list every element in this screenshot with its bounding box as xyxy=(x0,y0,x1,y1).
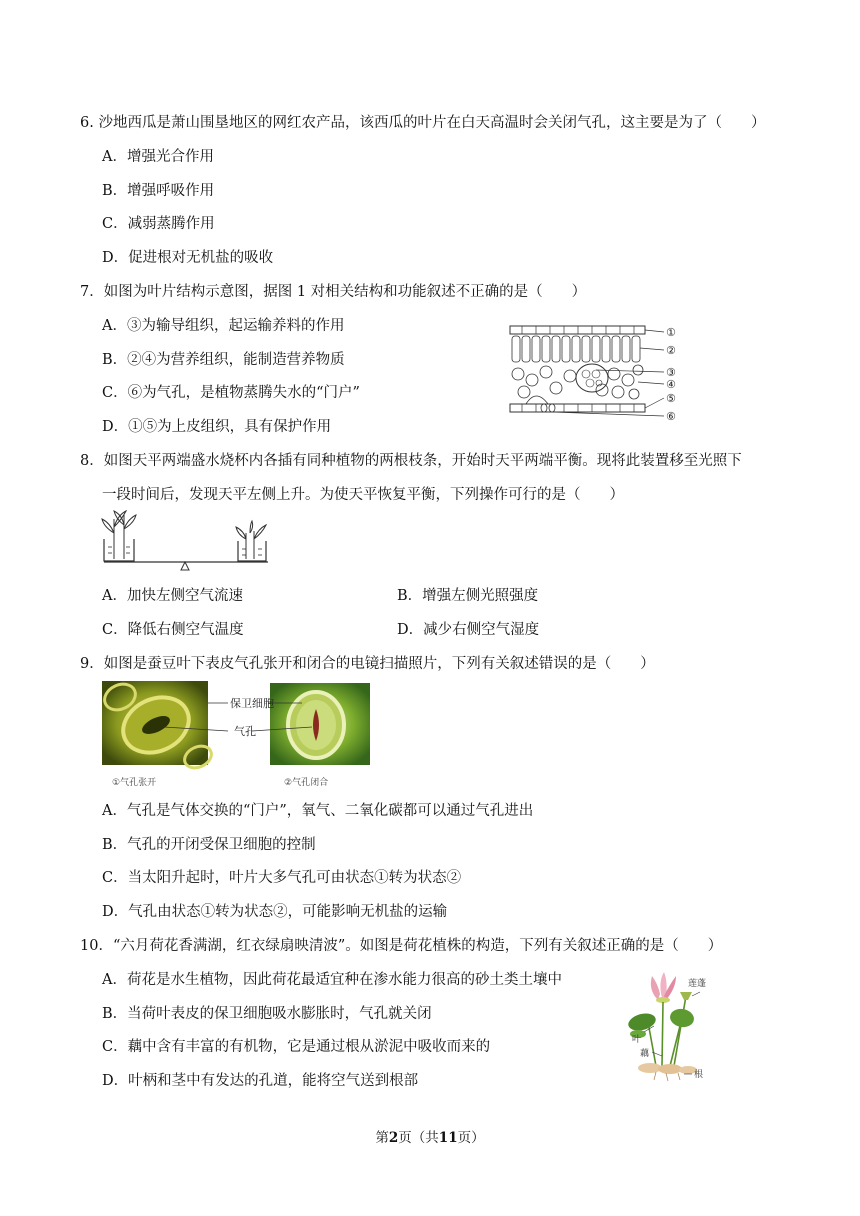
leaf-label-2: ② xyxy=(666,344,676,357)
q7-option-c: C．⑥为气孔，是植物蒸腾失水的“门户” xyxy=(102,385,360,401)
page-total: 11 xyxy=(438,1130,458,1146)
q9-option-a: A．气孔是气体交换的“门户”，氧气、二氧化碳都可以通过气孔进出 xyxy=(102,803,534,819)
lotus-label-rhizome: 藕 xyxy=(640,1049,650,1059)
q7-option-d: D．①⑤为上皮组织，具有保护作用 xyxy=(102,419,332,435)
q6-option-d: D．促进根对无机盐的吸收 xyxy=(102,250,274,266)
stomata-figure xyxy=(102,681,372,791)
leaf-label-1: ① xyxy=(666,326,676,339)
page-footer xyxy=(0,1126,860,1146)
balance-figure xyxy=(100,505,272,575)
lotus-label-root: 根 xyxy=(694,1070,704,1080)
q9-option-c: C．当太阳升起时，叶片大多气孔可由状态①转为状态② xyxy=(102,870,462,886)
leaf-label-5: ⑤ xyxy=(666,392,676,405)
q10-option-c: C．藕中含有丰富的有机物，它是通过根从淤泥中吸收而来的 xyxy=(102,1039,491,1055)
page-number: 2 xyxy=(388,1130,399,1146)
q9-option-d: D．气孔由状态①转为状态②，可能影响无机盐的运输 xyxy=(102,904,448,920)
q8-option-b: B．增强左侧光照强度 xyxy=(397,588,539,604)
q6-option-c: C．减弱蒸腾作用 xyxy=(102,216,215,232)
q8-option-c: C．降低右侧空气温度 xyxy=(102,622,244,638)
leaf-label-4: ④ xyxy=(666,378,676,391)
stomata-caption-closed: ②气孔闭合 xyxy=(284,778,329,788)
footer-prefix: 第 xyxy=(375,1130,389,1146)
q9-option-b: B．气孔的开闭受保卫细胞的控制 xyxy=(102,837,316,853)
q7-option-b: B．②④为营养组织，能制造营养物质 xyxy=(102,352,345,368)
leaf-label-6: ⑥ xyxy=(666,410,676,423)
lotus-figure xyxy=(626,970,716,1082)
q7-option-a: A．③为输导组织，起运输养料的作用 xyxy=(102,318,345,334)
q10-stem: 10．“六月荷花香满湖，红衣绿扇映清波”。如图是荷花植株的构造，下列有关叙述正确的是（ ） xyxy=(80,938,723,954)
leaf-structure-figure xyxy=(506,322,691,425)
q6-stem: 6. 沙地西瓜是萧山围垦地区的网红农产品，该西瓜的叶片在白天高温时会关闭气孔，这主要是为了（ ） xyxy=(80,115,766,131)
q6-option-a: A．增强光合作用 xyxy=(102,149,214,165)
q10-option-b: B．当荷叶表皮的保卫细胞吸水膨胀时，气孔就关闭 xyxy=(102,1006,432,1022)
q7-stem: 7．如图为叶片结构示意图，据图 1 对相关结构和功能叙述不正确的是（ ） xyxy=(80,284,587,300)
q9-stem: 9．如图是蚕豆叶下表皮气孔张开和闭合的电镜扫描照片，下列有关叙述错误的是（ ） xyxy=(80,656,655,672)
footer-middle: 页（共 xyxy=(398,1130,439,1146)
lotus-label-seedpod: 莲蓬 xyxy=(688,979,707,989)
lotus-label-leaf: 叶 xyxy=(632,1035,642,1045)
stomata-caption-open: ①气孔张开 xyxy=(112,778,157,788)
q6-option-b: B．增强呼吸作用 xyxy=(102,183,215,199)
footer-suffix: 页） xyxy=(457,1130,485,1146)
leaf-label-3: ③ xyxy=(666,366,676,379)
q10-option-a: A．荷花是水生植物，因此荷花最适宜种在渗水能力很高的砂土类土壤中 xyxy=(102,972,562,988)
q8-stem-line2: 一段时间后，发现天平左侧上升。为使天平恢复平衡，下列操作可行的是（ ） xyxy=(102,487,624,503)
q8-option-d: D．减少右侧空气湿度 xyxy=(397,622,540,638)
stomata-label-guard-cell: 保卫细胞 xyxy=(230,697,274,710)
q8-stem-line1: 8．如图天平两端盛水烧杯内各插有同种植物的两根枝条，开始时天平两端平衡。现将此装置移至光照下 xyxy=(80,453,742,469)
q10-option-d: D．叶柄和茎中有发达的孔道，能将空气送到根部 xyxy=(102,1073,419,1089)
q8-option-a: A．加快左侧空气流速 xyxy=(102,588,243,604)
stomata-label-stoma: 气孔 xyxy=(234,725,256,738)
